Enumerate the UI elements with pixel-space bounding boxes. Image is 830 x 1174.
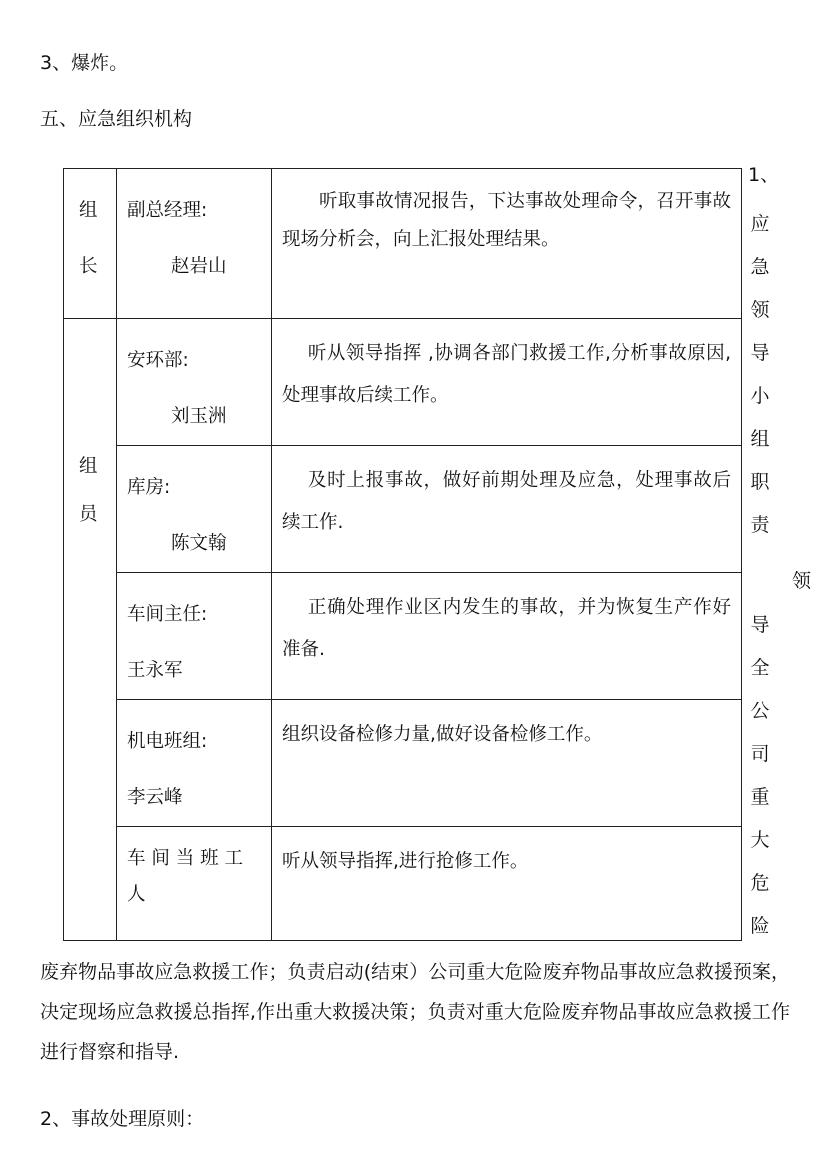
role-cell bbox=[117, 446, 272, 573]
role-title: 机电班组: bbox=[127, 731, 208, 752]
role-name: 王永军 bbox=[127, 660, 183, 681]
table-row bbox=[64, 446, 742, 573]
role-name: 刘玉洲 bbox=[171, 406, 227, 427]
side-char: 责 bbox=[750, 514, 770, 536]
role-cell-leader bbox=[117, 169, 272, 319]
role-title: 车 间 当 班 工 人 bbox=[127, 848, 244, 905]
side-heading-vertical bbox=[748, 203, 772, 547]
duty-cell-leader bbox=[272, 169, 742, 319]
role-cell bbox=[117, 319, 272, 446]
side-char: 小 bbox=[750, 385, 770, 407]
duty-text: 听从领导指挥,进行抢修工作。 bbox=[282, 851, 529, 872]
group-label-members: 组员 bbox=[79, 456, 98, 525]
side-text-vertical bbox=[748, 604, 772, 948]
side-char: 领 bbox=[750, 299, 770, 321]
section-title: 五、应急组织机构 bbox=[40, 108, 193, 130]
paragraph-continued: 废弃物品事故应急救援工作；负责启动(结束）公司重大危险废弃物品事故应急救援预案，决定现场应急救援总指挥,作出重大救援决策；负责对重大危险废弃物品事故应急救援工作进行督察和指导. bbox=[40, 961, 790, 1063]
side-char: 险 bbox=[750, 915, 770, 937]
duty-cell bbox=[272, 700, 742, 827]
side-char: 应 bbox=[750, 213, 770, 235]
heading-explosion: 3、爆炸。 bbox=[40, 52, 129, 74]
duty-text: 及时上报事故，做好前期处理及应急，处理事故后续工作. bbox=[282, 470, 731, 533]
side-heading-number: 1、 bbox=[748, 164, 780, 186]
role-title: 安环部: bbox=[127, 350, 189, 371]
side-char: 职 bbox=[750, 471, 770, 493]
side-char: 公 bbox=[750, 700, 770, 722]
role-cell bbox=[117, 573, 272, 700]
duty-text: 听从领导指挥 ,协调各部门救援工作,分析事故原因,处理事故后续工作。 bbox=[282, 343, 731, 406]
duty-cell bbox=[272, 573, 742, 700]
duty-cell bbox=[272, 827, 742, 941]
table-row bbox=[64, 319, 742, 446]
group-cell-members bbox=[64, 319, 117, 941]
duty-cell bbox=[272, 446, 742, 573]
side-lead-char: 领 bbox=[792, 570, 812, 592]
duty-text: 听取事故情况报告，下达事故处理命令，召开事故现场分析会，向上汇报处理结果。 bbox=[282, 191, 731, 250]
side-char: 重 bbox=[750, 786, 770, 808]
role-name: 赵岩山 bbox=[171, 256, 227, 277]
table-row bbox=[64, 700, 742, 827]
side-char: 急 bbox=[750, 256, 770, 278]
duty-text: 正确处理作业区内发生的事故，并为恢复生产作好准备. bbox=[282, 597, 731, 660]
group-cell-leader bbox=[64, 169, 117, 319]
role-title: 副总经理: bbox=[127, 200, 208, 221]
side-char: 危 bbox=[750, 872, 770, 894]
role-name: 陈文翰 bbox=[171, 533, 227, 554]
role-cell bbox=[117, 827, 272, 941]
role-title: 车间主任: bbox=[127, 604, 208, 625]
side-char: 大 bbox=[750, 829, 770, 851]
emergency-org-table bbox=[63, 168, 742, 941]
table-row bbox=[64, 827, 742, 941]
side-char: 导 bbox=[750, 614, 770, 636]
duty-cell bbox=[272, 319, 742, 446]
side-char: 全 bbox=[750, 657, 770, 679]
heading-principles: 2、事故处理原则： bbox=[40, 1108, 205, 1130]
table-row-leader bbox=[64, 169, 742, 319]
duty-text: 组织设备检修力量,做好设备检修工作。 bbox=[282, 724, 603, 745]
side-char: 导 bbox=[750, 342, 770, 364]
role-name: 李云峰 bbox=[127, 787, 183, 808]
role-title: 库房: bbox=[127, 477, 171, 498]
role-cell bbox=[117, 700, 272, 827]
table-row bbox=[64, 573, 742, 700]
side-char: 司 bbox=[750, 743, 770, 765]
group-label-leader: 组长 bbox=[79, 200, 98, 277]
side-char: 组 bbox=[750, 428, 770, 450]
